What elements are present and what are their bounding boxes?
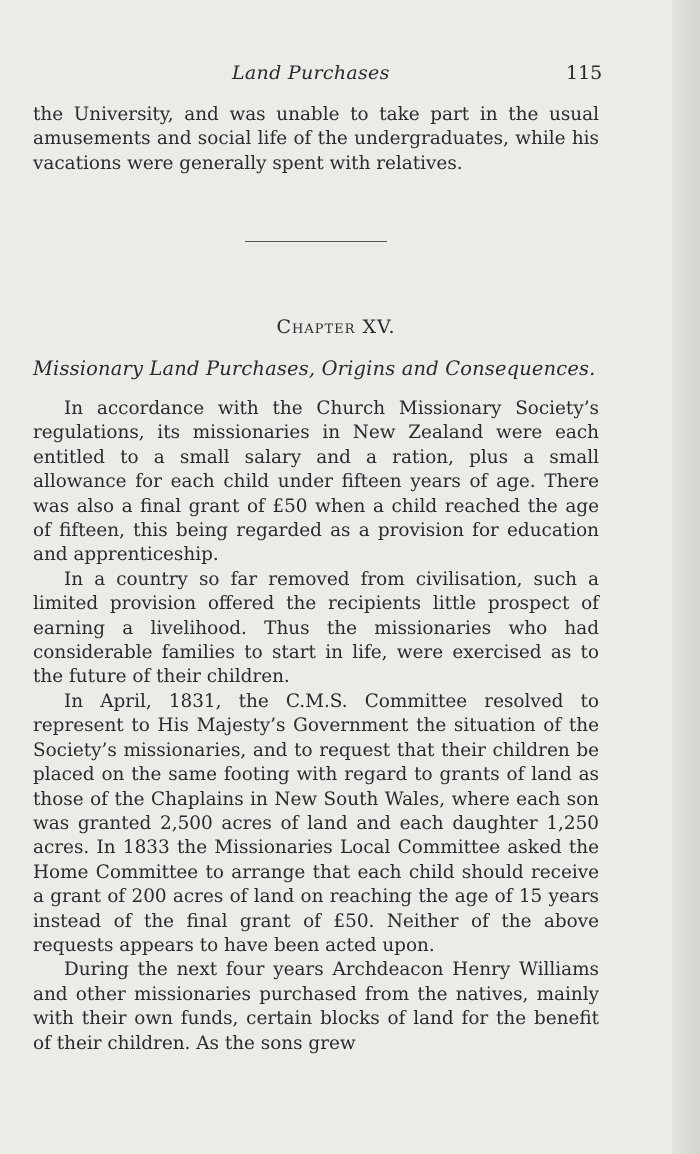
running-head (0, 62, 672, 90)
continuation-paragraph: the University, and was unable to take part in the usual amusements and social life of the undergraduates, while his vacations were generally spent with relatives. (33, 104, 599, 174)
chapter-numeral: XV. (362, 316, 396, 338)
continuation-text (33, 103, 599, 176)
body-paragraph: In a country so far removed from civilisation, such a limited provision offered the recipients little prospect of earning a livelihood. Thus the missionaries who had considerable families to start in life, were exercised as to the future of their children. (33, 568, 599, 688)
body-paragraph: In accordance with the Church Missionary Society’s regulations, its missionaries in New Zealand were each entitled to a small salary and a ration, plus a small allowance for each child under fifteen years of age. There was also a final grant of £50 when a child reached the age of fifteen, this being regarded as a provision for education and apprenticeship. (33, 398, 599, 566)
running-title: Land Purchases (232, 62, 390, 84)
body-paragraph: During the next four years Archdeacon Henry Williams and other missionaries purchased from the natives, mainly with their own funds, certain blocks of land for the benefit of their children. As the sons grew (33, 959, 599, 1054)
page-edge (672, 0, 700, 1154)
chapter-heading (0, 316, 672, 338)
section-divider (245, 241, 387, 242)
page-number: 115 (566, 62, 603, 84)
body-paragraph: In April, 1831, the C.M.S. Committee resolved to represent to His Majesty’s Government the situation of the Society’s missionaries, and to request that their children be placed on the same footing with regard to grants of land as those of the Chaplains in New South Wales, where each son was granted 2,500 acres of land and each daughter 1,250 acres. In 1833 the Missionaries Local Committee asked the Home Committee to arrange that each child should receive a grant of 200 acres of land on reaching the age of 15 years instead of the final grant of £50. Neither of the above requests appears to have been acted upon. (33, 690, 599, 956)
chapter-title: Missionary Land Purchases, Origins and Consequences. (33, 357, 596, 380)
chapter-body (33, 397, 599, 1056)
chapter-label: Chapter (276, 316, 356, 338)
